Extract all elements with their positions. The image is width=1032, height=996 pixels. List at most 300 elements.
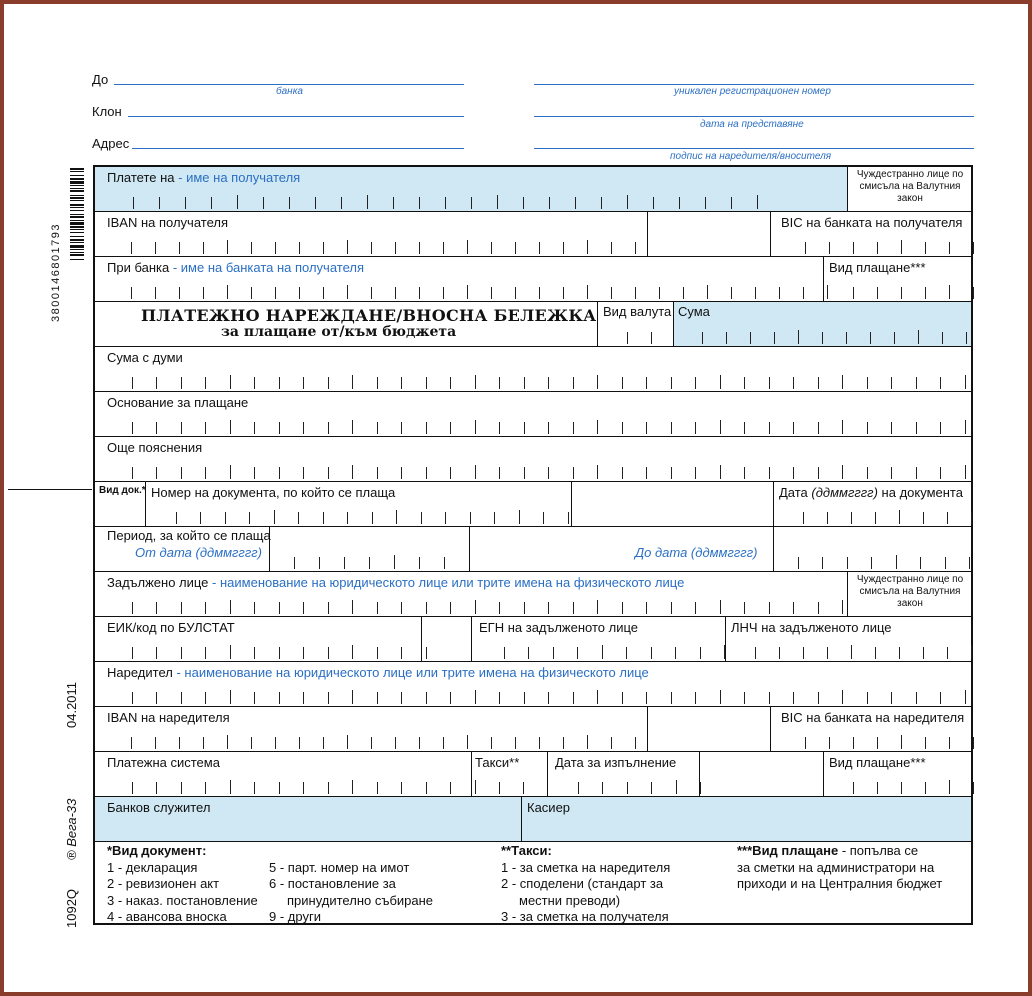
amount-words-label: Сума с думи — [107, 350, 183, 365]
payer-ticks[interactable] — [107, 692, 969, 704]
fees-label: Такси** — [475, 755, 520, 770]
barcode-bar — [70, 175, 84, 176]
tick-mark — [203, 287, 204, 299]
tick-mark — [871, 557, 872, 569]
tick-mark — [587, 735, 588, 749]
payment-type-ticks-1[interactable] — [829, 287, 969, 299]
tick-mark — [891, 467, 892, 479]
tick-mark — [303, 467, 304, 479]
tick-mark — [443, 242, 444, 254]
amount-words-ticks[interactable] — [107, 377, 969, 389]
tick-mark — [470, 512, 471, 524]
row-iban-recipient — [95, 212, 971, 257]
tick-mark — [395, 737, 396, 749]
barcode-bar — [70, 210, 84, 211]
tick-mark — [548, 377, 549, 389]
tick-mark — [347, 735, 348, 749]
divider — [145, 482, 146, 526]
tick-mark — [971, 645, 972, 659]
tick-mark — [251, 737, 252, 749]
tick-mark — [181, 602, 182, 614]
tick-mark — [450, 602, 451, 614]
do-label: До — [92, 72, 109, 87]
tick-mark — [249, 512, 250, 524]
tick-mark — [450, 422, 451, 434]
tick-mark — [867, 692, 868, 704]
divider — [770, 707, 771, 751]
amount-label: Сума — [678, 304, 710, 319]
payment-type-label-1: Вид плащане*** — [829, 260, 926, 275]
tick-mark — [230, 690, 231, 704]
tick-mark — [132, 467, 133, 479]
payee-label: Платете на — [107, 170, 175, 185]
legend-fees — [501, 843, 670, 926]
divider — [471, 752, 472, 796]
tick-mark — [971, 512, 972, 524]
klon-line[interactable] — [128, 116, 464, 117]
divider — [773, 482, 774, 526]
tick-mark — [352, 600, 353, 614]
doc-date-a: Дата — [779, 485, 808, 500]
tick-mark — [875, 512, 876, 524]
tick-mark — [568, 512, 569, 524]
tick-mark — [573, 422, 574, 434]
tick-mark — [445, 197, 446, 209]
tick-mark — [254, 467, 255, 479]
tick-mark — [371, 242, 372, 254]
tick-mark — [185, 197, 186, 209]
tick-mark — [731, 287, 732, 299]
tick-mark — [230, 600, 231, 614]
payment-system-label: Платежна система — [107, 755, 220, 770]
tick-mark — [179, 287, 180, 299]
tick-mark — [695, 467, 696, 479]
tick-mark — [156, 782, 157, 794]
tick-mark — [597, 420, 598, 434]
adres-line[interactable] — [132, 148, 464, 149]
tick-mark — [539, 242, 540, 254]
date-hint: дата на представяне — [700, 119, 804, 130]
fees-ticks[interactable] — [475, 782, 547, 794]
tick-mark — [818, 602, 819, 614]
tick-mark — [622, 467, 623, 479]
tick-mark — [515, 287, 516, 299]
tick-mark — [254, 602, 255, 614]
tick-mark — [899, 510, 900, 524]
legend-doc-type — [107, 843, 433, 926]
tick-mark — [352, 420, 353, 434]
tick-mark — [179, 737, 180, 749]
tick-mark — [528, 647, 529, 659]
tick-mark — [635, 737, 636, 749]
from-date-ticks[interactable] — [269, 557, 469, 569]
tick-mark — [504, 647, 505, 659]
tick-mark — [369, 557, 370, 569]
tick-mark — [940, 377, 941, 389]
tick-mark — [563, 737, 564, 749]
bank-name-hint: - име на банката на получателя — [172, 260, 365, 275]
tick-mark — [230, 780, 231, 794]
tick-mark — [494, 512, 495, 524]
tick-mark — [829, 242, 830, 254]
doc-number-ticks[interactable] — [151, 512, 571, 524]
tick-mark — [901, 287, 902, 299]
tick-mark — [720, 690, 721, 704]
tick-mark — [597, 690, 598, 704]
divider — [471, 617, 472, 661]
tick-mark — [635, 242, 636, 254]
tick-mark — [450, 782, 451, 794]
tick-mark — [205, 647, 206, 659]
payment-type-ticks-2[interactable] — [829, 782, 969, 794]
tick-mark — [755, 647, 756, 659]
tick-mark — [769, 467, 770, 479]
tick-mark — [916, 377, 917, 389]
tick-mark — [467, 735, 468, 749]
row-reason — [95, 392, 971, 437]
exec-date-label: Дата за изпълнение — [555, 755, 677, 770]
bank-ticks[interactable] — [107, 287, 823, 299]
tick-mark — [731, 197, 732, 209]
tick-mark — [965, 375, 966, 389]
tick-mark — [548, 467, 549, 479]
obligor-ticks[interactable] — [107, 602, 847, 614]
tick-mark — [347, 240, 348, 254]
barcode-bar — [70, 252, 84, 253]
tick-mark — [155, 737, 156, 749]
exec-date-ticks[interactable] — [553, 782, 699, 794]
tick-mark — [918, 330, 919, 344]
amount-field[interactable] — [673, 302, 971, 346]
tick-mark — [230, 465, 231, 479]
tick-mark — [491, 287, 492, 299]
tick-mark — [695, 377, 696, 389]
tick-mark — [227, 735, 228, 749]
tick-mark — [279, 467, 280, 479]
tick-mark — [426, 782, 427, 794]
tick-mark — [744, 467, 745, 479]
tick-mark — [676, 780, 677, 794]
tick-mark — [475, 690, 476, 704]
tick-mark — [132, 782, 133, 794]
tick-mark — [205, 467, 206, 479]
legend-fees-item: 2 - споделени (стандарт за — [501, 876, 664, 891]
tick-mark — [539, 287, 540, 299]
eik-ticks[interactable] — [107, 647, 421, 659]
tick-mark — [627, 195, 628, 209]
tick-mark — [597, 375, 598, 389]
tick-mark — [179, 242, 180, 254]
row-iban-payer — [95, 707, 971, 752]
tick-mark — [548, 602, 549, 614]
bic-recipient-ticks[interactable] — [781, 242, 971, 254]
tick-mark — [419, 242, 420, 254]
tick-mark — [289, 197, 290, 209]
divider — [521, 797, 522, 841]
barcode-bar — [70, 168, 84, 170]
tick-mark — [842, 420, 843, 434]
iban-payer-ticks[interactable] — [107, 737, 647, 749]
doc-date-c: на документа — [881, 485, 963, 500]
notes-ticks[interactable] — [107, 467, 969, 479]
tick-mark — [920, 557, 921, 569]
currency-ticks[interactable] — [603, 332, 673, 344]
tick-mark — [548, 692, 549, 704]
divider — [823, 257, 824, 301]
form-subtitle: за плащане от/към бюджета — [221, 324, 457, 340]
egn-ticks[interactable] — [479, 647, 725, 659]
tick-mark — [443, 287, 444, 299]
tick-mark — [401, 692, 402, 704]
row-title — [95, 302, 971, 347]
tick-mark — [132, 602, 133, 614]
tick-mark — [573, 602, 574, 614]
tick-mark — [475, 600, 476, 614]
tick-mark — [973, 737, 974, 749]
cashier-label[interactable]: Касиер — [527, 800, 571, 815]
barcode-bar — [70, 214, 84, 215]
tick-mark — [275, 287, 276, 299]
tick-mark — [720, 600, 721, 614]
tick-mark — [827, 512, 828, 524]
tick-mark — [328, 647, 329, 659]
tick-mark — [870, 332, 871, 344]
tick-mark — [347, 285, 348, 299]
tick-mark — [925, 287, 926, 299]
tick-mark — [793, 467, 794, 479]
tick-mark — [695, 422, 696, 434]
reason-label: Основание за плащане — [107, 395, 249, 410]
divider — [847, 167, 848, 211]
tick-mark — [553, 647, 554, 659]
eik-label: ЕИК/код по БУЛСТАТ — [107, 620, 235, 635]
tick-mark — [419, 197, 420, 209]
tick-mark — [842, 465, 843, 479]
tick-mark — [720, 420, 721, 434]
date-line[interactable] — [534, 116, 974, 117]
barcode-bar — [70, 197, 84, 199]
tick-mark — [299, 287, 300, 299]
tick-mark — [251, 287, 252, 299]
publisher: ® Вега-33 — [64, 798, 79, 860]
tick-mark — [155, 287, 156, 299]
tick-mark — [720, 465, 721, 479]
tick-mark — [401, 467, 402, 479]
barcode-bar — [70, 207, 84, 208]
tick-mark — [573, 692, 574, 704]
tick-mark — [750, 332, 751, 344]
row-notes — [95, 437, 971, 482]
tick-mark — [181, 692, 182, 704]
tick-mark — [675, 647, 676, 659]
tick-mark — [659, 287, 660, 299]
tick-mark — [426, 467, 427, 479]
tick-mark — [156, 647, 157, 659]
payment-system-ticks[interactable] — [107, 782, 471, 794]
tick-mark — [156, 602, 157, 614]
tick-mark — [299, 737, 300, 749]
tick-mark — [181, 377, 182, 389]
tick-mark — [254, 422, 255, 434]
tick-mark — [671, 422, 672, 434]
tick-mark — [646, 692, 647, 704]
legend-fees-title: **Такси: — [501, 843, 552, 858]
tick-mark — [377, 602, 378, 614]
tick-mark — [842, 690, 843, 704]
barcode-bar — [70, 171, 84, 172]
payment-type-label-2: Вид плащане*** — [829, 755, 926, 770]
tick-mark — [818, 422, 819, 434]
divider — [571, 482, 572, 526]
tick-mark — [279, 602, 280, 614]
tick-mark — [916, 422, 917, 434]
tick-mark — [901, 240, 902, 254]
tick-mark — [254, 782, 255, 794]
tick-mark — [798, 330, 799, 344]
tick-mark — [891, 377, 892, 389]
tick-mark — [671, 692, 672, 704]
clerk-label[interactable]: Банков служител — [107, 800, 211, 815]
tick-mark — [853, 287, 854, 299]
tick-mark — [611, 287, 612, 299]
tick-mark — [426, 602, 427, 614]
tick-mark — [846, 332, 847, 344]
tick-mark — [132, 377, 133, 389]
bank-line[interactable] — [114, 84, 464, 85]
tick-mark — [973, 287, 974, 299]
tick-mark — [419, 287, 420, 299]
legend-vp-title: ***Вид плащане — [737, 843, 839, 858]
tick-mark — [251, 242, 252, 254]
tick-mark — [842, 375, 843, 389]
tick-mark — [744, 602, 745, 614]
payee-field[interactable] — [95, 167, 847, 211]
tick-mark — [803, 512, 804, 524]
tick-mark — [443, 737, 444, 749]
tick-mark — [947, 512, 948, 524]
bank-hint: банка — [276, 86, 303, 97]
tick-mark — [499, 377, 500, 389]
to-date-ticks[interactable] — [773, 557, 969, 569]
tick-mark — [695, 692, 696, 704]
tick-mark — [426, 422, 427, 434]
tick-mark — [205, 782, 206, 794]
reason-ticks[interactable] — [107, 422, 969, 434]
barcode-bar — [70, 229, 84, 230]
tick-mark — [227, 240, 228, 254]
barcode-bar — [70, 239, 84, 241]
tick-mark — [601, 197, 602, 209]
iban-recipient-ticks[interactable] — [107, 242, 647, 254]
tick-mark — [491, 242, 492, 254]
legend-doc-item: 1 - декларация — [107, 859, 198, 875]
reg-hint: уникален регистрационен номер — [674, 86, 831, 97]
row-period — [95, 527, 971, 572]
barcode-bar — [70, 232, 84, 233]
adres-label: Адрес — [92, 136, 130, 151]
tick-mark — [524, 602, 525, 614]
tick-mark — [793, 422, 794, 434]
tick-mark — [867, 467, 868, 479]
tick-mark — [372, 512, 373, 524]
tick-mark — [875, 647, 876, 659]
tick-mark — [275, 737, 276, 749]
tick-mark — [377, 782, 378, 794]
tick-mark — [671, 602, 672, 614]
foreign-person-2: Чуждестранно лице по смисъла на Валутния закон — [856, 574, 964, 609]
tick-mark — [563, 242, 564, 254]
tick-mark — [973, 782, 974, 794]
tick-mark — [822, 557, 823, 569]
divider — [421, 617, 422, 661]
lnch-ticks[interactable] — [731, 647, 969, 659]
tick-mark — [627, 332, 628, 344]
tick-mark — [635, 287, 636, 299]
tick-mark — [156, 467, 157, 479]
tick-mark — [303, 422, 304, 434]
tick-mark — [176, 512, 177, 524]
doc-date-ticks[interactable] — [779, 512, 969, 524]
iban-recipient-label: IBAN на получателя — [107, 215, 228, 230]
tick-mark — [524, 467, 525, 479]
tick-mark — [131, 287, 132, 299]
tick-mark — [279, 692, 280, 704]
sign-line[interactable] — [534, 148, 974, 149]
row-payer — [95, 662, 971, 707]
form-title: ПЛАТЕЖНО НАРЕЖДАНЕ/ВНОСНА БЕЛЕЖКА — [141, 306, 597, 325]
divider — [823, 752, 824, 796]
tick-mark — [847, 557, 848, 569]
tick-mark — [524, 377, 525, 389]
tick-mark — [965, 420, 966, 434]
tick-mark — [367, 195, 368, 209]
divider — [547, 752, 548, 796]
tick-mark — [497, 195, 498, 209]
barcode-bar — [70, 249, 84, 250]
tick-mark — [867, 377, 868, 389]
tick-mark — [181, 422, 182, 434]
tick-mark — [891, 422, 892, 434]
lnch-label: ЛНЧ на задълженото лице — [731, 620, 892, 635]
divider — [647, 212, 648, 256]
tick-mark — [377, 467, 378, 479]
barcode-bar — [70, 226, 84, 228]
obligor-label: Задължено лице — [107, 575, 209, 590]
bic-payer-ticks[interactable] — [781, 737, 971, 749]
tick-mark — [230, 420, 231, 434]
tick-mark — [328, 692, 329, 704]
tick-mark — [851, 512, 852, 524]
tick-mark — [602, 782, 603, 794]
reg-line[interactable] — [534, 84, 974, 85]
tick-mark — [942, 332, 943, 344]
tick-mark — [132, 692, 133, 704]
tick-mark — [744, 377, 745, 389]
tick-mark — [548, 422, 549, 434]
tick-mark — [842, 600, 843, 614]
tick-mark — [499, 782, 500, 794]
tick-mark — [467, 240, 468, 254]
divider — [725, 617, 726, 661]
tick-mark — [671, 377, 672, 389]
tick-mark — [519, 510, 520, 524]
tick-mark — [200, 512, 201, 524]
tick-mark — [901, 735, 902, 749]
barcode-bar — [70, 185, 84, 186]
tick-mark — [949, 242, 950, 254]
divider — [699, 752, 700, 796]
iban-payer-label: IBAN на наредителя — [107, 710, 230, 725]
